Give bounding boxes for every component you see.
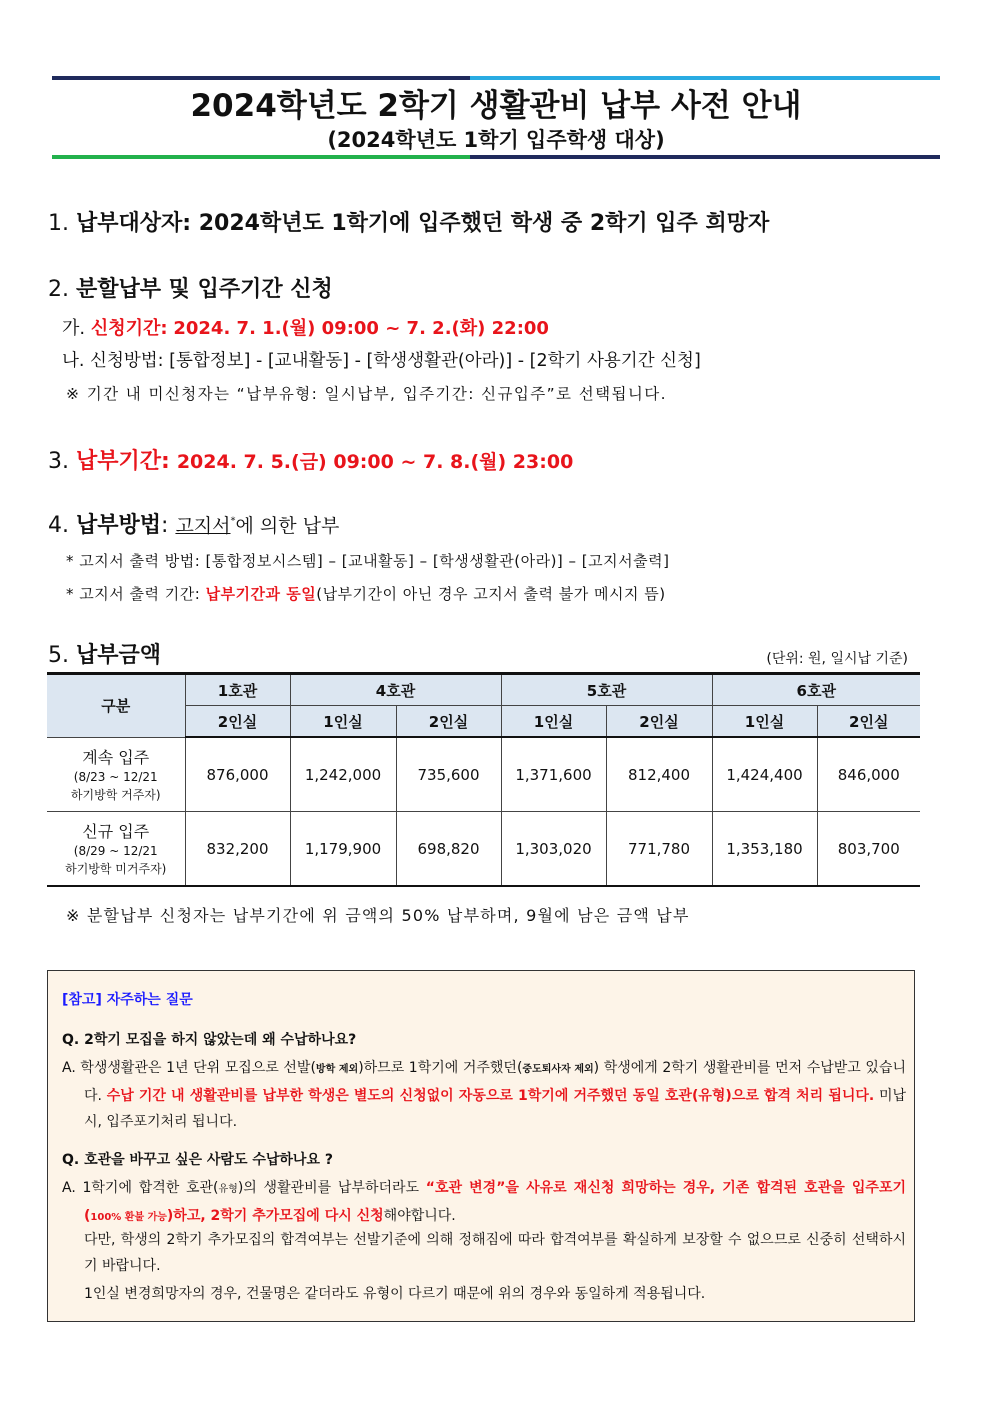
payment-method-label: 납부방법 [76, 513, 162, 538]
fee-cell: 771,780 [606, 812, 712, 887]
apply-method-text: 신청방법: [통합정보] - [교내활동] - [학생생활관(아라)] - [2학기 사용기간 신청] [90, 351, 701, 371]
row-label: 신규 입주 [82, 822, 150, 841]
fee-cell: 1,303,020 [501, 812, 606, 887]
fee-cell: 1,242,000 [290, 737, 396, 812]
page-subtitle: (2024학년도 1학기 입주학생 대상) [327, 128, 665, 152]
payment-period-value: 2024. 7. 5.(금) 09:00 ~ 7. 8.(월) 23:00 [176, 451, 574, 473]
header-rule-green [52, 155, 470, 159]
faq-answer-2-single-room: 1인실 변경희망자의 경우, 건물명은 같더라도 유형이 다르기 때문에 위의 경우와 동일하게 적용됩니다. [84, 1286, 706, 1302]
amount-heading: 납부금액 [76, 643, 162, 668]
fee-cell: 1,371,600 [501, 737, 606, 812]
note-text: * 고지서 출력 기간: [66, 585, 206, 603]
faq-heading: [참고] 자주하는 질문 [62, 992, 193, 1008]
row-period-note: 하기방학 미거주자) [65, 862, 167, 876]
fee-cell: 846,000 [817, 737, 920, 812]
header-rule-navy-bottom [470, 155, 940, 159]
note-text: (납부기간이 아닌 경우 고지서 출력 불가 메시지 뜸) [316, 585, 666, 603]
answer-text: ) 학생에게 2학기 생활관비를 먼저 수납받고 있습니다. [84, 1060, 906, 1104]
fee-cell: 832,200 [185, 812, 290, 887]
apply-period-label: 신청기간: [90, 318, 168, 339]
row-label: 계속 입주 [82, 747, 150, 767]
colon: : [161, 513, 169, 538]
fee-cell: 876,000 [185, 737, 290, 812]
note-highlight: 납부기간과 동일 [205, 585, 317, 603]
answer-highlight: “호관 변경”을 사유로 재신청 희망하는 경우, 기존 합격된 호관을 입주포기( [84, 1180, 906, 1224]
section-2-title [48, 272, 333, 303]
section-number: 2. [48, 277, 69, 302]
building-header: 6호관 [712, 674, 920, 706]
room-type-header: 1인실 [712, 706, 817, 738]
fee-cell: 1,179,900 [290, 812, 396, 887]
fee-cell: 1,424,400 [712, 737, 817, 812]
apply-method [62, 347, 701, 372]
invoice-term: 고지서 [175, 515, 231, 537]
apply-period-value: 2024. 7. 1.(월) 09:00 ~ 7. 2.(화) 22:00 [173, 318, 549, 339]
section-number: 3. [48, 449, 69, 474]
room-type-header: 1인실 [501, 706, 606, 738]
invoice-print-period [66, 583, 666, 604]
item-prefix: 가. [62, 318, 86, 339]
answer-text: A. 학생생활관은 1년 단위 모집으로 선발( [62, 1060, 316, 1076]
invoice-print-method: * 고지서 출력 방법: [통합정보시스템] – [교내활동] – [학생생활관(아라)] – [고지서출력] [66, 552, 670, 570]
row-period: (8/29 ~ 12/21 [73, 844, 158, 858]
fee-cell: 1,353,180 [712, 812, 817, 887]
answer-text: A. 1학기에 합격한 호관( [62, 1180, 219, 1196]
page-title: 2024학년도 2학기 생활관비 납부 사전 안내 [190, 88, 802, 124]
faq-answer-2 [62, 1175, 906, 1231]
fee-cell: 803,700 [817, 812, 920, 887]
footnote-mark: * [230, 515, 236, 527]
building-header: 4호관 [290, 674, 501, 706]
corner-header: 구분 [47, 674, 185, 738]
answer-text: 해야합니다. [383, 1208, 456, 1224]
section-number: 5. [48, 643, 69, 668]
row-period: (8/23 ~ 12/21 [73, 769, 158, 784]
row-period-note: 하기방학 거주자) [70, 787, 161, 802]
faq-answer-2-detail: 다만, 학생의 2학기 추가모집의 합격여부는 선발기준에 의해 정해짐에 따라 합격여부를 확실하게 보장할 수 없으므로 신중히 선택하시기 바랍니다. [84, 1232, 906, 1274]
building-header: 1호관 [185, 674, 290, 706]
faq-box [47, 970, 915, 1322]
split-payment-note: ※ 분할납부 신청자는 납부기간에 위 금액의 50% 납부하며, 9월에 남은 금액 납부 [66, 906, 690, 925]
faq-question-2: Q. 호관을 바꾸고 싶은 사람도 수납하나요 ? [62, 1152, 333, 1168]
apply-period [62, 314, 549, 340]
section-number: 4. [48, 513, 69, 538]
table-row [47, 737, 920, 812]
fee-table [47, 672, 920, 887]
fee-cell: 735,600 [396, 737, 501, 812]
table-row [47, 812, 920, 887]
room-type-header: 2인실 [817, 706, 920, 738]
fee-cell: 698,820 [396, 812, 501, 887]
answer-small: 방학 제외 [315, 1064, 359, 1075]
section-5 [48, 638, 161, 669]
answer-small: 100% 환불 가능 [90, 1212, 167, 1223]
building-header: 5호관 [501, 674, 712, 706]
faq-answer-1 [62, 1055, 906, 1135]
section-1 [48, 206, 769, 237]
fee-cell: 812,400 [606, 737, 712, 812]
item-prefix: 나. [62, 351, 85, 371]
room-type-header: 2인실 [606, 706, 712, 738]
section-4 [48, 508, 339, 539]
unit-label: (단위: 원, 일시납 기준) [766, 651, 908, 667]
section-number: 1. [48, 211, 69, 236]
row-label-cell [47, 812, 185, 887]
answer-text: )의 생활관비를 납부하더라도 [237, 1180, 426, 1196]
row-label-cell [47, 737, 185, 812]
section-1-text: 납부대상자: 2024학년도 1학기에 입주했던 학생 중 2학기 입주 희망자 [76, 211, 770, 236]
payment-period-label: 납부기간: [76, 449, 170, 474]
faq-question-1: Q. 2학기 모집을 하지 않았는데 왜 수납하나요? [62, 1032, 357, 1048]
answer-small: 유형 [218, 1184, 238, 1195]
answer-text: 미납시, 입주포기처리 됩니다. [84, 1088, 906, 1130]
room-type-header: 2인실 [396, 706, 501, 738]
answer-small: 중도퇴사자 제외 [522, 1064, 594, 1075]
answer-highlight: 수납 기간 내 생활관비를 납부한 학생은 별도의 신청없이 자동으로 1학기에 거주했던 동일 호관(유형)으로 합격 처리 됩니다. [106, 1088, 875, 1104]
room-type-header: 1인실 [290, 706, 396, 738]
room-type-header: 2인실 [185, 706, 290, 738]
section-3 [48, 444, 573, 475]
payment-method-rest: 에 의한 납부 [235, 515, 340, 537]
section-2-heading: 분할납부 및 입주기간 신청 [76, 277, 333, 302]
apply-note: ※ 기간 내 미신청자는 “납부유형: 일시납부, 입주기간: 신규입주”로 선택됩니다. [66, 385, 667, 403]
answer-text: )하므로 1학기에 거주했던( [358, 1060, 523, 1076]
answer-highlight: )하고, 2학기 추가모집에 다시 신청 [166, 1208, 384, 1224]
